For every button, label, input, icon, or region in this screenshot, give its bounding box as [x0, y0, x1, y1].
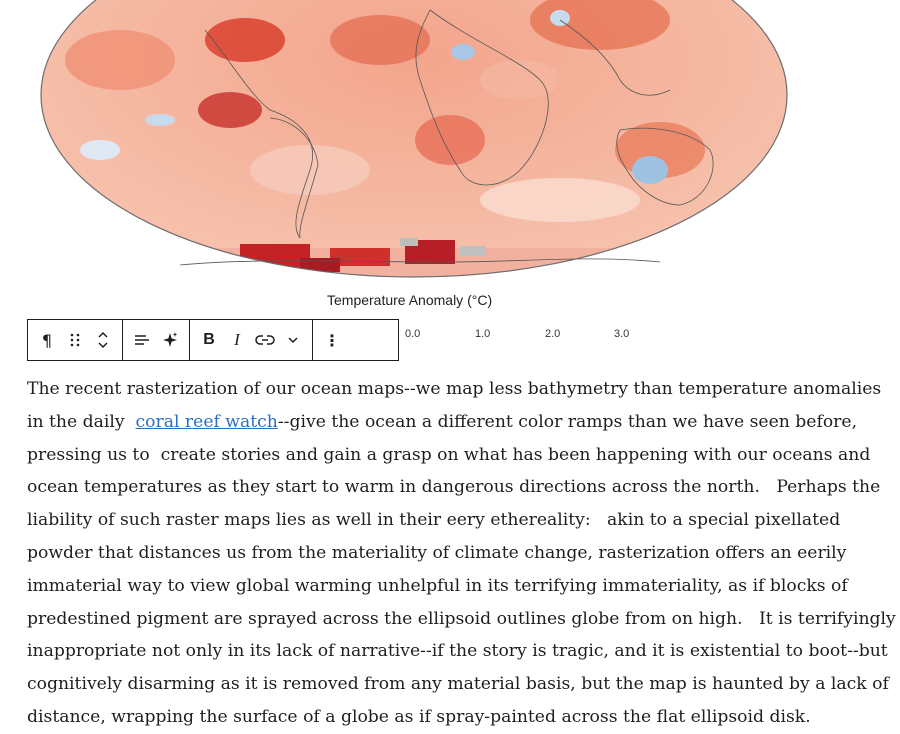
paragraph-text: in the daily [27, 411, 136, 432]
link-icon[interactable] [254, 325, 276, 355]
legend-tick-label: 3.0 [614, 328, 630, 340]
block-toolbar-group-align [123, 320, 190, 360]
paragraph-line: immaterial way to view global warming unhelpful in its terrifying immateriality, as if blocks of [27, 575, 848, 596]
temperature-anomaly-map [0, 0, 900, 300]
move-up-down-icon[interactable] [92, 325, 114, 355]
paragraph-line: liability of such raster maps lies as well in their eery ethereality: akin to a special pixellated [27, 510, 841, 531]
paragraph-label: ¶ [41, 330, 53, 350]
align-icon[interactable] [131, 325, 153, 355]
italic-label: I [234, 330, 240, 349]
paragraph-line: pressing us to create stories and gain a grasp on what has been happening with our oceans and [27, 444, 871, 465]
italic-icon[interactable] [226, 325, 248, 355]
legend-tick-label: 1.0 [475, 328, 491, 340]
legend-title: Temperature Anomaly (°C) [327, 292, 493, 308]
paragraph-line [27, 406, 858, 439]
coral-reef-watch-link[interactable]: coral reef watch [135, 411, 278, 432]
paragraph-icon[interactable] [36, 325, 58, 355]
kebab-label: ⋮ [324, 330, 340, 350]
block-toolbar-group-options [313, 320, 351, 360]
paragraph-line: distance, wrapping the surface of a globe as if spray-painted across the flat ellipsoid disk. [27, 706, 811, 727]
ai-sparkle-icon[interactable] [159, 325, 181, 355]
bold-label: B [203, 331, 215, 348]
legend-tick-label: 0.0 [405, 328, 421, 340]
block-toolbar-group-block [28, 320, 123, 360]
paragraph-line: The recent rasterization of our ocean maps--we map less bathymetry than temperature anomalies [27, 379, 882, 399]
paragraph-line: powder that distances us from the materiality of climate change, rasterization offers an eerily [27, 542, 847, 563]
article-paragraph[interactable] [27, 373, 896, 734]
paragraph-line: ocean temperatures as they start to warm in dangerous directions across the north. Perhaps the [27, 477, 881, 498]
paragraph-line: inappropriate not only in its lack of narrative--if the story is tragic, and it is existential to boot--but [27, 641, 888, 662]
options-kebab-icon[interactable] [321, 325, 343, 355]
block-toolbar [27, 319, 399, 361]
map-raster [40, 0, 790, 280]
paragraph-line: predestined pigment are sprayed across the ellipsoid outlines globe from on high. It is terrifyingly [27, 608, 896, 629]
block-toolbar-group-format [190, 320, 313, 360]
legend-tick-label: 2.0 [545, 328, 561, 340]
bold-icon[interactable] [198, 325, 220, 355]
more-rich-text-chevron-icon[interactable] [282, 325, 304, 355]
paragraph-text: --give the ocean a different color ramps than we have seen before, [277, 411, 858, 432]
paragraph-line: cognitively disarming as it is removed from any material basis, but the map is haunted by a lack of [27, 674, 889, 695]
drag-handle-icon[interactable] [64, 325, 86, 355]
